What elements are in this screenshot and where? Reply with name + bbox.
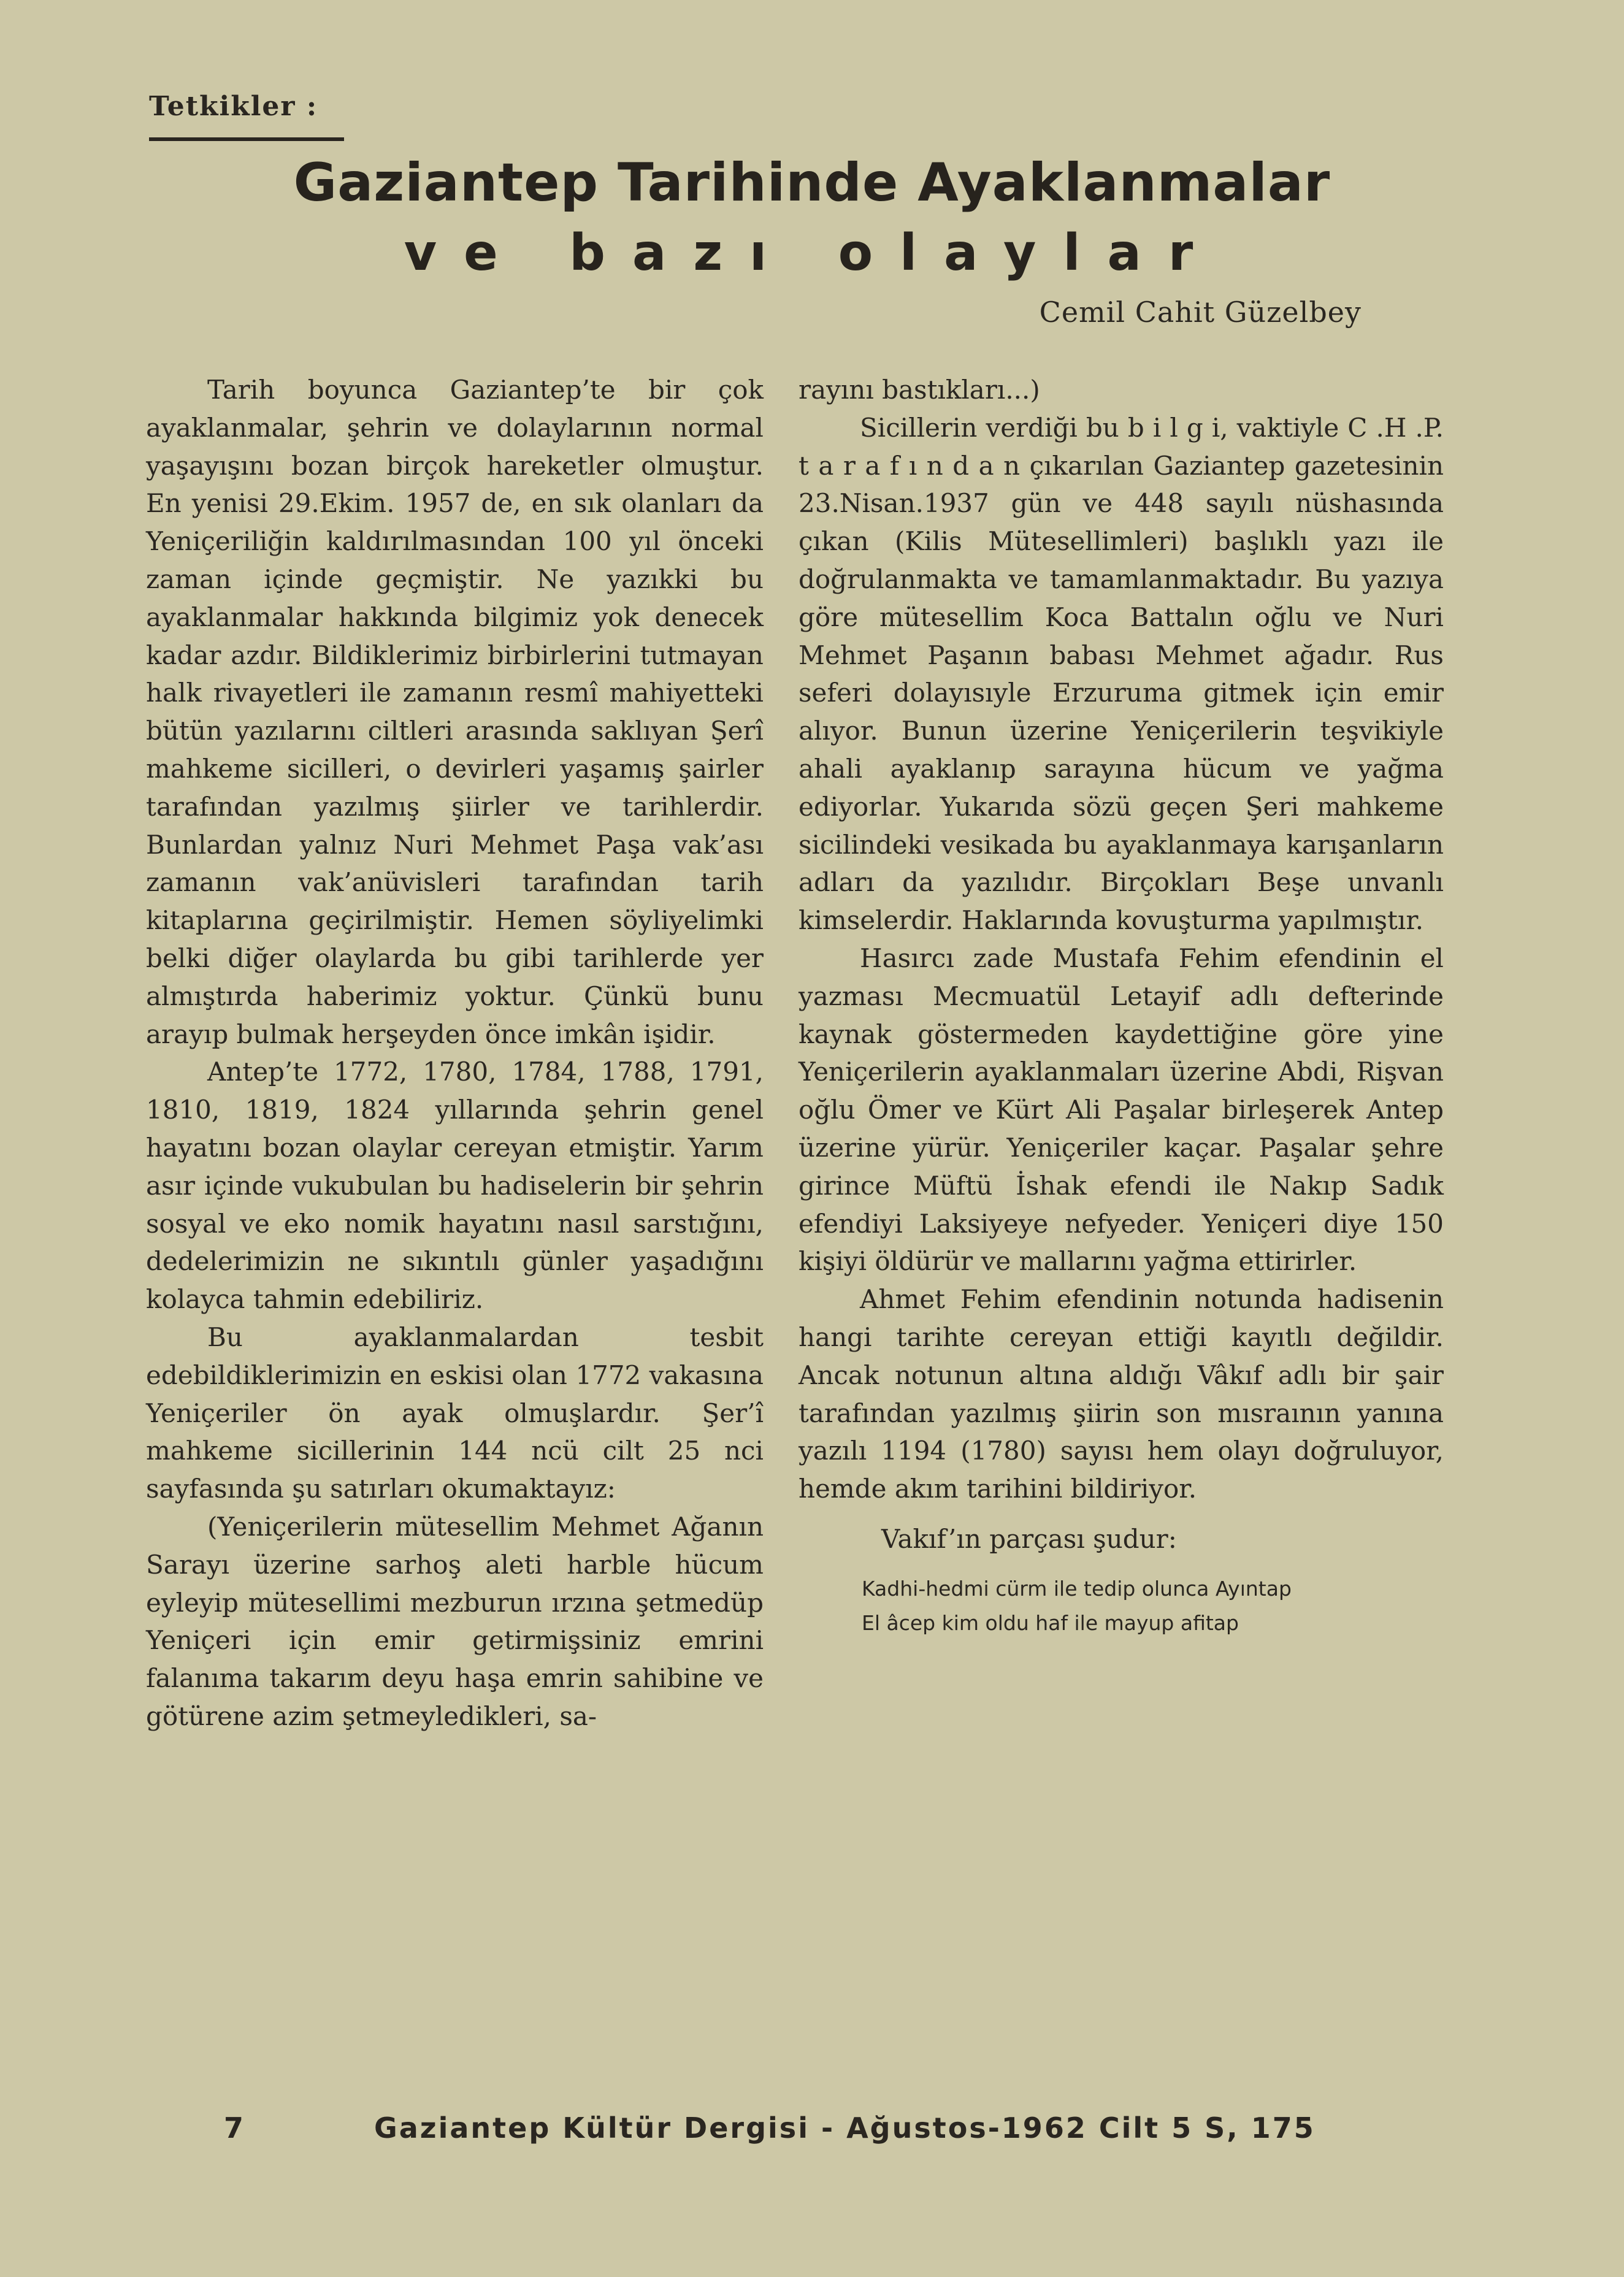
paragraph: Hasırcı zade Mustafa Fehim efendinin el yazması Mecmuatül Letayif adlı defterinde kaynak göstermeden kaydettiğine göre yine Yeniçerilerin ayaklanmaları üzerine Abdi, Rişvan oğlu Ömer ve Kürt Ali Paşalar birleşerek Antep üzerine yürür. Yeniçeriler kaçar. Paşalar şehre girince Müftü İshak efendi ile Nakıp Sadık efendiyi Laksiyeye nefyeder. Yeniçeri diye 150 kişiyi öldürür ve mallarını yağma ettirirler.: [799, 943, 1444, 1277]
section-underline: [149, 137, 344, 141]
journal-info: Gaziantep Kültür Dergisi - Ağustos-1962 Cilt 5 S, 175: [374, 2111, 1316, 2145]
page-footer: [0, 2111, 1624, 2154]
paragraph: Antep’te 1772, 1780, 1784, 1788, 1791, 1810, 1819, 1824 yıllarında şehrin genel hayatını bozan olaylar cereyan etmiştir. Yarım asır içinde vukubulan bu hadiselerin bir şehrin sosyal ve eko nomik hayatını nasıl sarstığını, dedelerimizin ne sıkıntılı günler yaşadığını kolayca tahmin edebiliriz.: [146, 1057, 764, 1315]
left-column: [146, 371, 764, 1735]
poem-line: El âcep kim oldu haf ile mayup afitap: [862, 1610, 1239, 1635]
paragraph: Ahmet Fehim efendinin notunda hadisenin hangi tarihte cereyan ettiği kayıtlı değildir. Ancak notunun altına aldığı Vâkıf adlı bir şair tarafından yazılmış şiirin son mısraının yanına yazılı 1194 (1780) sayısı hem olayı doğruluyor, hemde akım tarihini bildiriyor.: [799, 1284, 1444, 1504]
paragraph: Tarih boyunca Gaziantep’te bir çok ayaklanmalar, şehrin ve dolaylarının normal yaşayışını bozan birçok hareketler olmuştur. En yenisi 29.Ekim. 1957 de, en sık olanları da Yeniçeriliğin kaldırılmasından 100 yıl önceki zaman içinde geçmiştir. Ne yazıkki bu ayaklanmalar hakkında bilgimiz yok denecek kadar azdır. Bildiklerimiz birbirlerini tutmayan halk rivayetleri ile zamanın resmî mahiyetteki bütün yazılarını ciltleri arasında saklıyan Şerî mahkeme sicilleri, o devirleri yaşamış şairler tarafından yazılmış şiirler ve tarihlerdir. Bunlardan yalnız Nuri Mehmet Paşa vak’ası zamanın vak’anüvisleri tarafından tarih kitaplarına geçirilmiştir. Hemen söyliyelimki belki diğer olaylarda bu gibi tarihlerde yer almıştırda haberimiz yoktur. Çünkü bunu arayıp bulmak herşeyden önce imkân işidir.: [146, 375, 764, 1049]
author-name: Cemil Cahit Güzelbey: [1039, 296, 1362, 329]
poem-line: Kadhi-hedmi cürm ile tedip olunca Ayıntap: [862, 1576, 1292, 1601]
paragraph-continuation: rayını bastıkları...): [799, 375, 1040, 405]
paragraph-quote: (Yeniçerilerin mütesellim Mehmet Ağanın Sarayı üzerine sarhoş aleti harble hücum eyleyip mütesellimi mezburun ırzına şetmedüp Yeniçeri için emir getirmişsiniz emrini falanıma takarım deyu haşa emrin sahibine ve götürene azim şetmeyledikleri, sa-: [146, 1511, 764, 1731]
poem: [799, 1572, 1444, 1640]
section-label: Tetkikler :: [149, 91, 318, 122]
page-number: 7: [224, 2111, 246, 2145]
paragraph: Sicillerin verdiği bu b i l g i, vaktiyle C .H .P. t a r a f ı n d a n çıkarılan Gaziantep gazetesinin 23.Nisan.1937 gün ve 448 sayılı nüshasında çıkan (Kilis Mütesellimleri) başlıklı yazı ile doğrulanmakta ve tamamlanmaktadır. Bu yazıya göre mütesellim Koca Battalın oğlu ve Nuri Mehmet Paşanın babası Mehmet ağadır. Rus seferi dolayısıyle Erzuruma gitmek için emir alıyor. Bunun üzerine Yeniçerilerin teşvikiyle ahali ayaklanıp sarayına hücum ve yağma ediyorlar. Yukarıda sözü geçen Şeri mahkeme sicilindeki vesikada bu ayaklanmaya karışanların adları da yazılıdır. Birçokları Beşe unvanlı kimselerdir. Haklarında kovuşturma yapılmıştır.: [799, 412, 1444, 936]
right-column: [799, 371, 1444, 1640]
article-title-line-2: ve bazı olaylar: [404, 224, 1220, 282]
article-title-line-1: Gaziantep Tarihinde Ayaklanmalar: [293, 152, 1331, 213]
paragraph: Bu ayaklanmalardan tesbit edebildiklerimizin en eskisi olan 1772 vakasına Yeniçeriler ön ayak olmuşlardır. Şer’î mahkeme sicillerinin 144 ncü cilt 25 nci sayfasında şu satırları okumaktayız:: [146, 1322, 764, 1504]
poem-intro: Vakıf’ın parçası şudur:: [881, 1523, 1177, 1554]
